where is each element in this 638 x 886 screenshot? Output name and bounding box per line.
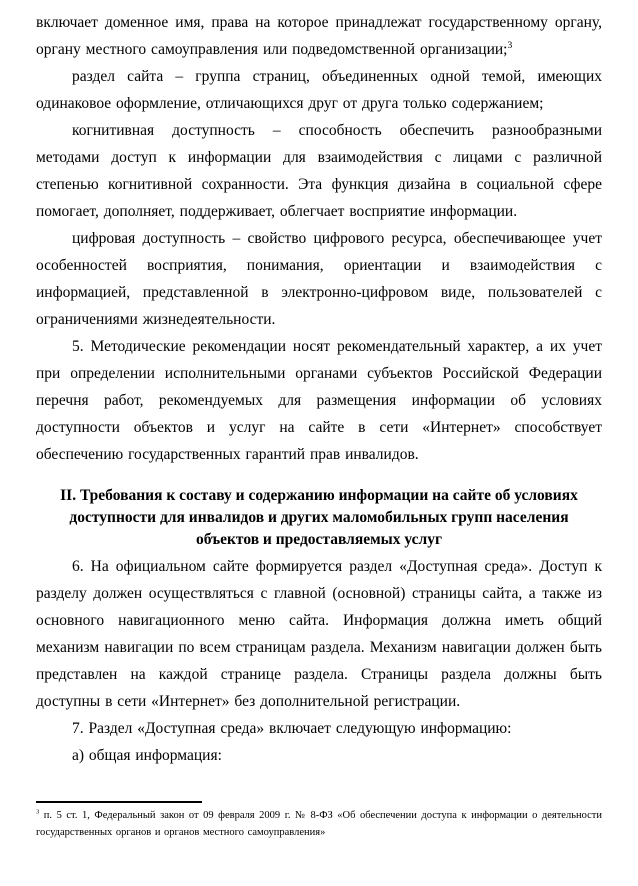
footnote-area [36, 801, 602, 841]
footnote-number: 3 [36, 808, 40, 816]
paragraph-definition-site-section: раздел сайта – группа страниц, объединенных одной темой, имеющих одинаковое оформление, отличающихся друг от друга только содержанием; [36, 68, 602, 112]
footnote [36, 808, 602, 841]
page-body [36, 9, 602, 769]
footnote-separator [36, 801, 202, 803]
paragraph-definition-domain-name [36, 9, 602, 63]
paragraph-item-7: 7. Раздел «Доступная среда» включает следующую информацию: [72, 720, 512, 737]
paragraph-text: включает доменное имя, права на которое принадлежат государственному органу, органу местного самоуправления или подведомственной организации; [36, 14, 602, 58]
section-heading: II. Требования к составу и содержанию информации на сайте об условиях доступности для инвалидов и других маломобильных групп населения объектов и предоставляемых услуг [60, 487, 578, 548]
paragraph-item-6: 6. На официальном сайте формируется раздел «Доступная среда». Доступ к разделу должен осуществляться с главной (основной) страницы сайта, а также из основного навигационного меню сайта. Информация должна иметь общий механизм навигации по всем страницам раздела. Механизм навигации должен быть представлен на каждой странице раздела. Страницы раздела должны быть доступны в сети «Интернет» без дополнительной регистрации. [36, 558, 602, 710]
paragraph-definition-cognitive-accessibility: когнитивная доступность – способность обеспечить разнообразными методами доступ к информации для взаимодействия с лицами с различной степенью когнитивной сохранности. Эта функция дизайна в социальной сфере помогает, дополняет, поддерживает, облегчает восприятие информации. [36, 122, 602, 220]
footnote-text: п. 5 ст. 1, Федеральный закон от 09 февраля 2009 г. № 8-ФЗ «Об обеспечении доступа к информации о деятельности государственных органов и органов местного самоуправления» [36, 810, 602, 838]
footnote-ref-marker: 3 [507, 39, 513, 51]
paragraph-item-5: 5. Методические рекомендации носят рекомендательный характер, а их учет при определении исполнительными органами субъектов Российской Федерации перечня работ, рекомендуемых для размещения информации об условиях доступности объектов и услуг на сайте в сети «Интернет» способствует обеспечению государственных гарантий прав инвалидов. [36, 338, 602, 463]
paragraph-item-7a: а) общая информация: [72, 747, 222, 764]
paragraph-definition-digital-accessibility: цифровая доступность – свойство цифрового ресурса, обеспечивающее учет особенностей восприятия, понимания, ориентации и взаимодействия с информацией, представленной в электронно-цифровом виде, пользователей с ограничениями жизнедеятельности. [36, 230, 602, 328]
